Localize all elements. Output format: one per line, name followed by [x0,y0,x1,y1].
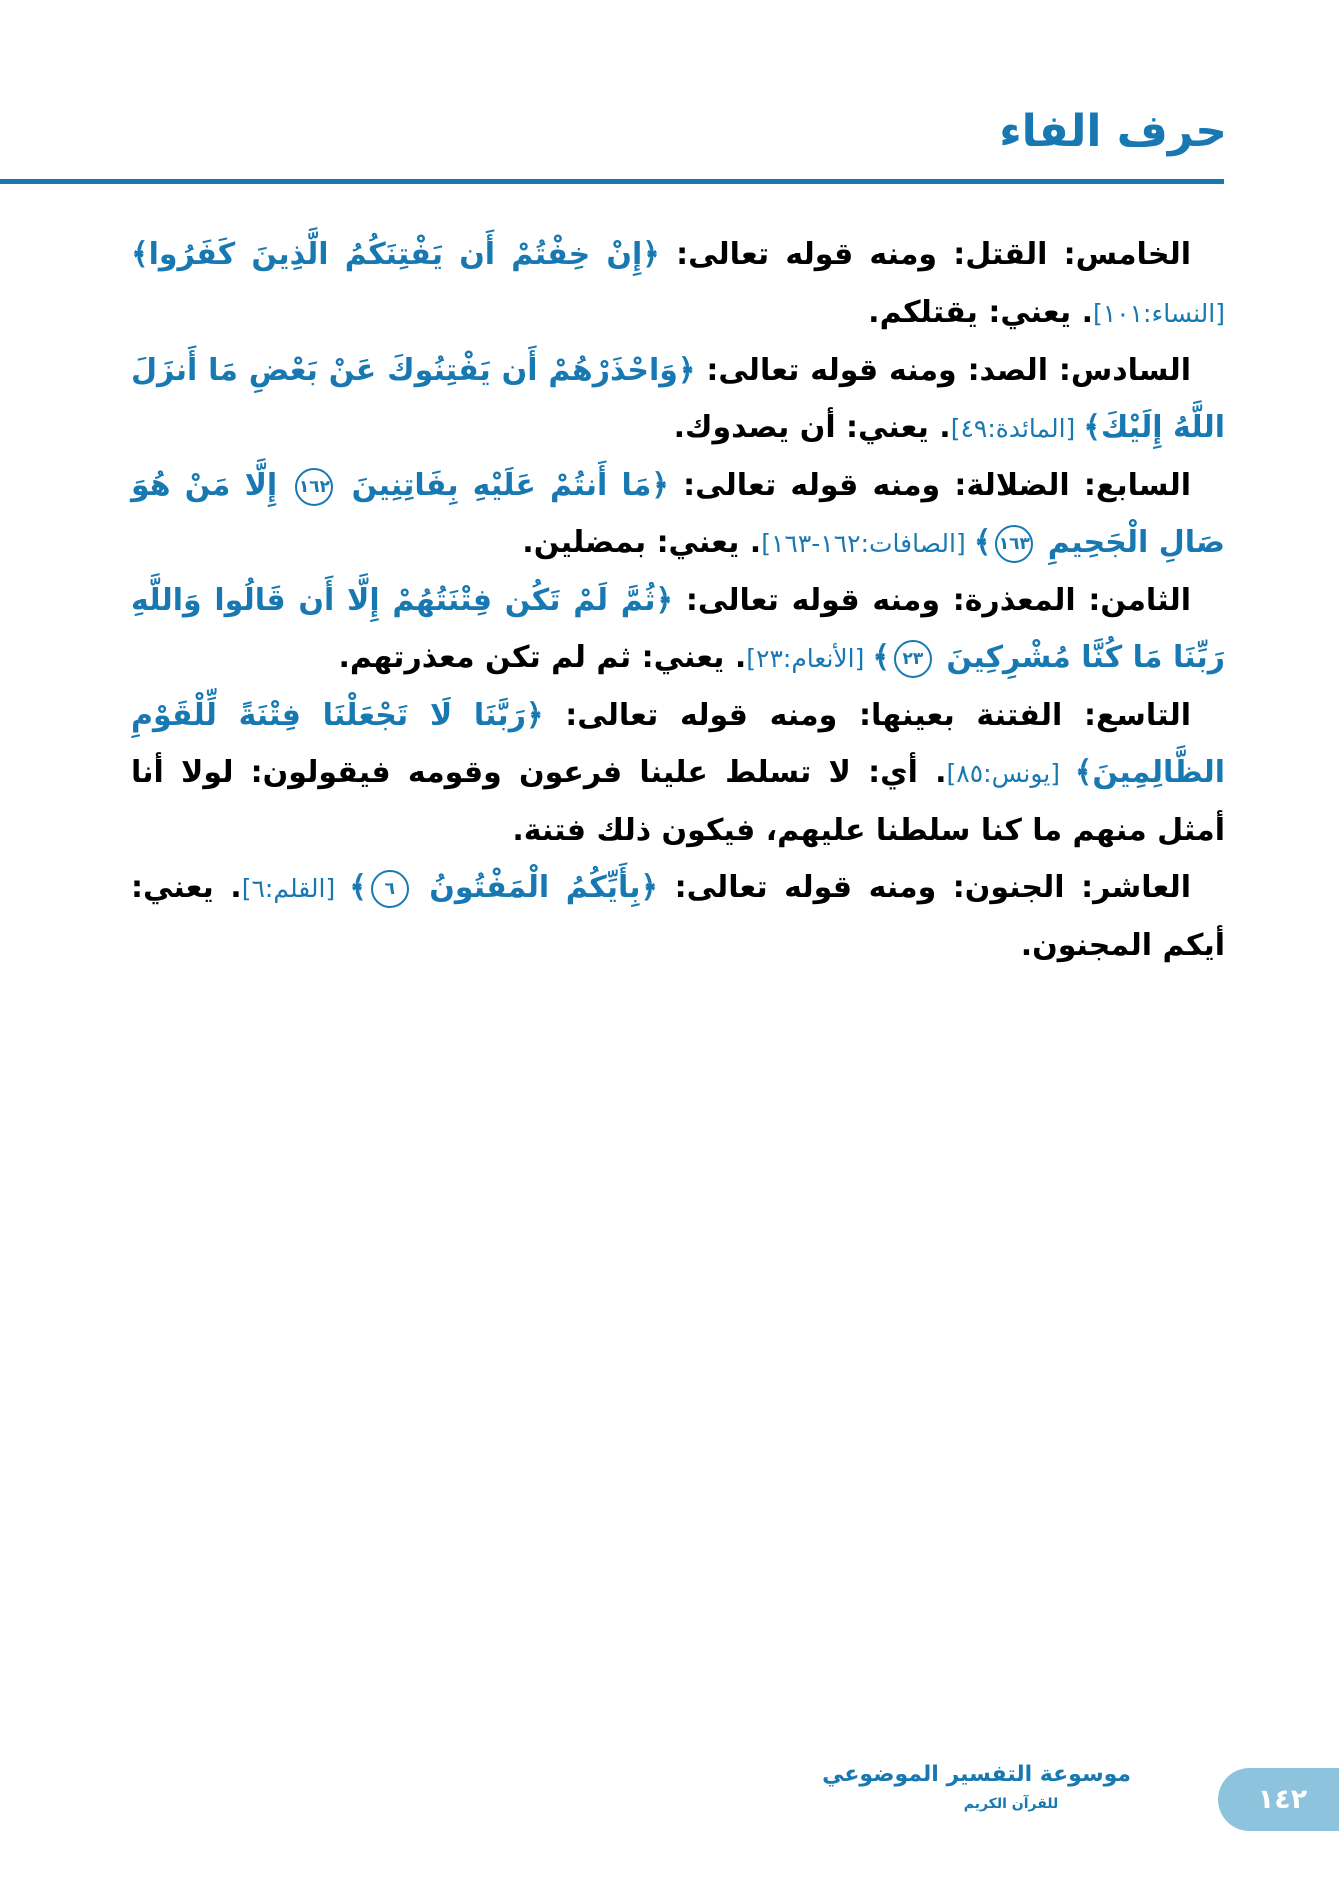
paragraph-intro: السادس: الصد: ومنه قوله تعالى: [695,353,1191,388]
ayah-number-medallion: ١٦٢ [295,468,333,506]
tafsir-paragraph-seventh [131,457,1225,572]
verse-reference: [الصافات:١٦٢-١٦٣] [761,529,974,558]
verse-reference: [الأنعام:٢٣] [746,644,873,673]
quran-verse: ﴿وَاحْذَرْهُمْ أَن يَفْتِنُوكَ عَنْ بَعْضِ مَا أَنزَلَ اللَّهُ إِلَيْكَ﴾ [131,353,1225,445]
tafsir-paragraph-fifth [131,226,1225,342]
quran-verse: ﴿إِنْ خِفْتُمْ أَن يَفْتِنَكُمُ الَّذِينَ كَفَرُوا﴾ [131,237,660,272]
page-body [131,226,1225,974]
paragraph-commentary: . يعني: أيكم المجنون. [131,870,1225,963]
paragraph-intro: التاسع: الفتنة بعينها: ومنه قوله تعالى: [543,698,1191,733]
paragraph-commentary: . يعني: ثم لم تكن معذرتهم. [338,640,747,675]
page-number-badge [1218,1768,1339,1831]
chapter-title: حرف الفاء [999,106,1227,157]
paragraph-intro: الخامس: القتل: ومنه قوله تعالى: [659,237,1191,272]
header-divider-rule [0,179,1224,184]
page-number: ١٤٢ [1257,1784,1308,1815]
ayah-number-medallion: ٦ [371,870,409,908]
quran-verse: إِلَّا مَنْ هُوَ صَالِ الْجَحِيمِ [131,468,1225,560]
paragraph-commentary: . يعني: يقتلكم. [868,295,1093,330]
ayah-number-medallion: ٢٣ [894,640,932,678]
publisher-logo-title: موسوعة التفسير الموضوعي [822,1762,1131,1787]
tafsir-paragraph-tenth [131,859,1225,974]
quran-verse-closing-bracket: ﴾ [349,870,367,905]
tafsir-paragraph-eighth [131,572,1225,687]
publisher-logo [822,1756,1131,1814]
paragraph-intro: العاشر: الجنون: ومنه قوله تعالى: [658,870,1191,905]
paragraph-intro: السابع: الضلالة: ومنه قوله تعالى: [668,468,1191,503]
quran-verse: ﴿بِأَيِّكُمُ الْمَفْتُونُ [412,870,659,905]
paragraph-commentary: . أي: لا تسلط علينا فرعون وقومه فيقولون: لولا أنا أمثل منهم ما كنا سلطنا عليهم، فيكون ذلك فتنة. [131,755,1225,848]
verse-reference: [المائدة:٤٩] [950,414,1084,443]
tafsir-paragraph-sixth [131,342,1225,457]
verse-reference: [يونس:٨٥] [946,759,1075,788]
quran-verse: ﴿مَا أَنتُمْ عَلَيْهِ بِفَاتِنِينَ [337,468,669,503]
quran-verse: ﴿ثُمَّ لَمْ تَكُن فِتْنَتُهُمْ إِلَّا أَن قَالُوا وَاللَّهِ رَبِّنَا مَا كُنَّا مُشْرِكِينَ [131,583,1225,675]
paragraph-commentary: . يعني: أن يصدوك. [673,410,951,445]
verse-reference: [القلم:٦] [241,874,350,903]
tafsir-paragraph-ninth [131,687,1225,859]
quran-verse-closing-bracket: ﴾ [872,640,890,675]
ayah-number-medallion: ١٦٣ [995,525,1033,563]
paragraph-intro: الثامن: المعذرة: ومنه قوله تعالى: [673,583,1191,618]
quran-verse: ﴿رَبَّنَا لَا تَجْعَلْنَا فِتْنَةً لِّلْقَوْمِ الظَّالِمِينَ﴾ [131,698,1225,790]
verse-reference: [النساء:١٠١] [1092,299,1225,328]
publisher-logo-subtitle: للقرآن الكريم [963,1796,1059,1812]
paragraph-commentary: . يعني: بمضلين. [522,525,762,560]
quran-verse-closing-bracket: ﴾ [973,525,992,560]
